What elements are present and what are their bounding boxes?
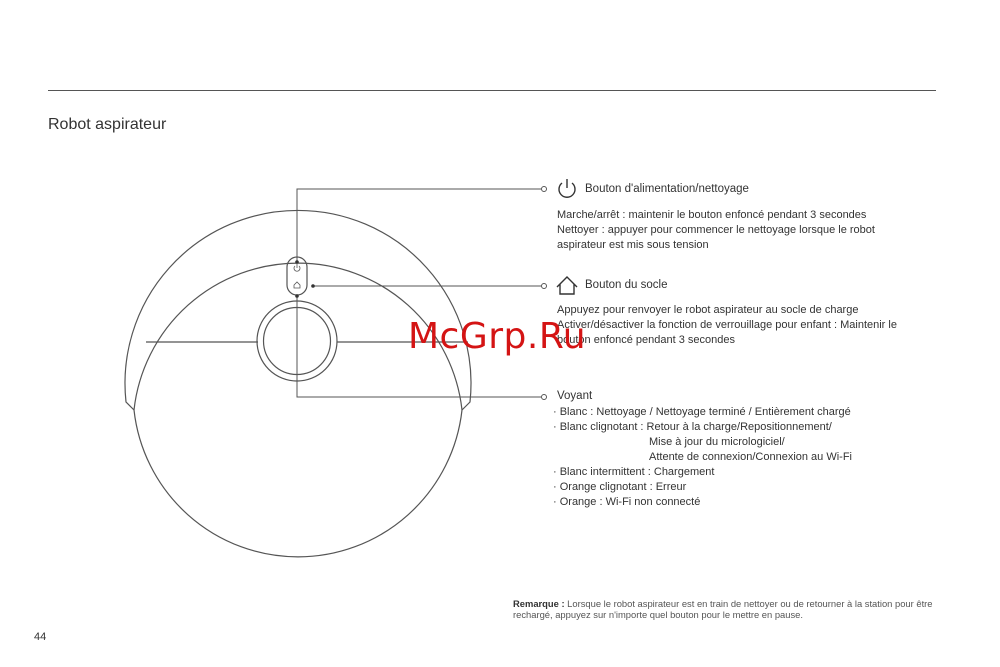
robot-home-glyph — [294, 282, 300, 288]
desc-line: Nettoyer : appuyer pour commencer le nettoyage lorsque le robot — [557, 224, 875, 236]
dock-leader-end — [542, 284, 547, 289]
power-leader-end — [542, 187, 547, 192]
desc-line: Attente de connexion/Connexion au Wi-Fi — [649, 451, 853, 463]
indicator-description — [553, 405, 852, 510]
power-icon — [559, 179, 575, 197]
remark-text: Lorsque le robot aspirateur est en train de nettoyer ou de retourner à la station pour être rechargé, appuyez sur n'importe quel bouton pour le mettre en pause. — [513, 598, 933, 620]
power-button-description — [557, 208, 875, 253]
remark-label: Remarque : — [513, 598, 565, 609]
power-button-heading: Bouton d'alimentation/nettoyage — [585, 183, 749, 195]
desc-line: Appuyez pour renvoyer le robot aspirateur au socle de charge — [557, 304, 859, 316]
home-icon — [557, 277, 577, 294]
indicator-heading: Voyant — [557, 390, 593, 402]
section-title: Robot aspirateur — [48, 116, 167, 133]
desc-line: · Blanc clignotant : Retour à la charge/Repositionnement/ — [553, 421, 832, 433]
desc-line: · Blanc intermittent : Chargement — [553, 466, 715, 478]
page-number: 44 — [34, 631, 47, 643]
desc-line: bouton enfoncé pendant 3 secondes — [557, 334, 735, 346]
desc-line: Activer/désactiver la fonction de verrouillage pour enfant : Maintenir le — [557, 319, 897, 331]
desc-line: Marche/arrêt : maintenir le bouton enfoncé pendant 3 secondes — [557, 209, 867, 221]
dock-button-description — [557, 303, 897, 348]
dock-button-heading: Bouton du socle — [585, 279, 668, 291]
desc-line: · Orange clignotant : Erreur — [553, 481, 687, 493]
desc-line: aspirateur est mis sous tension — [557, 239, 709, 251]
watermark: McGrp.Ru — [408, 316, 587, 357]
desc-line: · Blanc : Nettoyage / Nettoyage terminé / Entièrement chargé — [553, 406, 851, 418]
desc-line: · Orange : Wi-Fi non connecté — [553, 496, 701, 508]
indicator-leader-end — [542, 395, 547, 400]
remark-note — [513, 598, 943, 620]
desc-line: Mise à jour du micrologiciel/ — [649, 436, 785, 448]
power-leader-line — [297, 189, 541, 262]
